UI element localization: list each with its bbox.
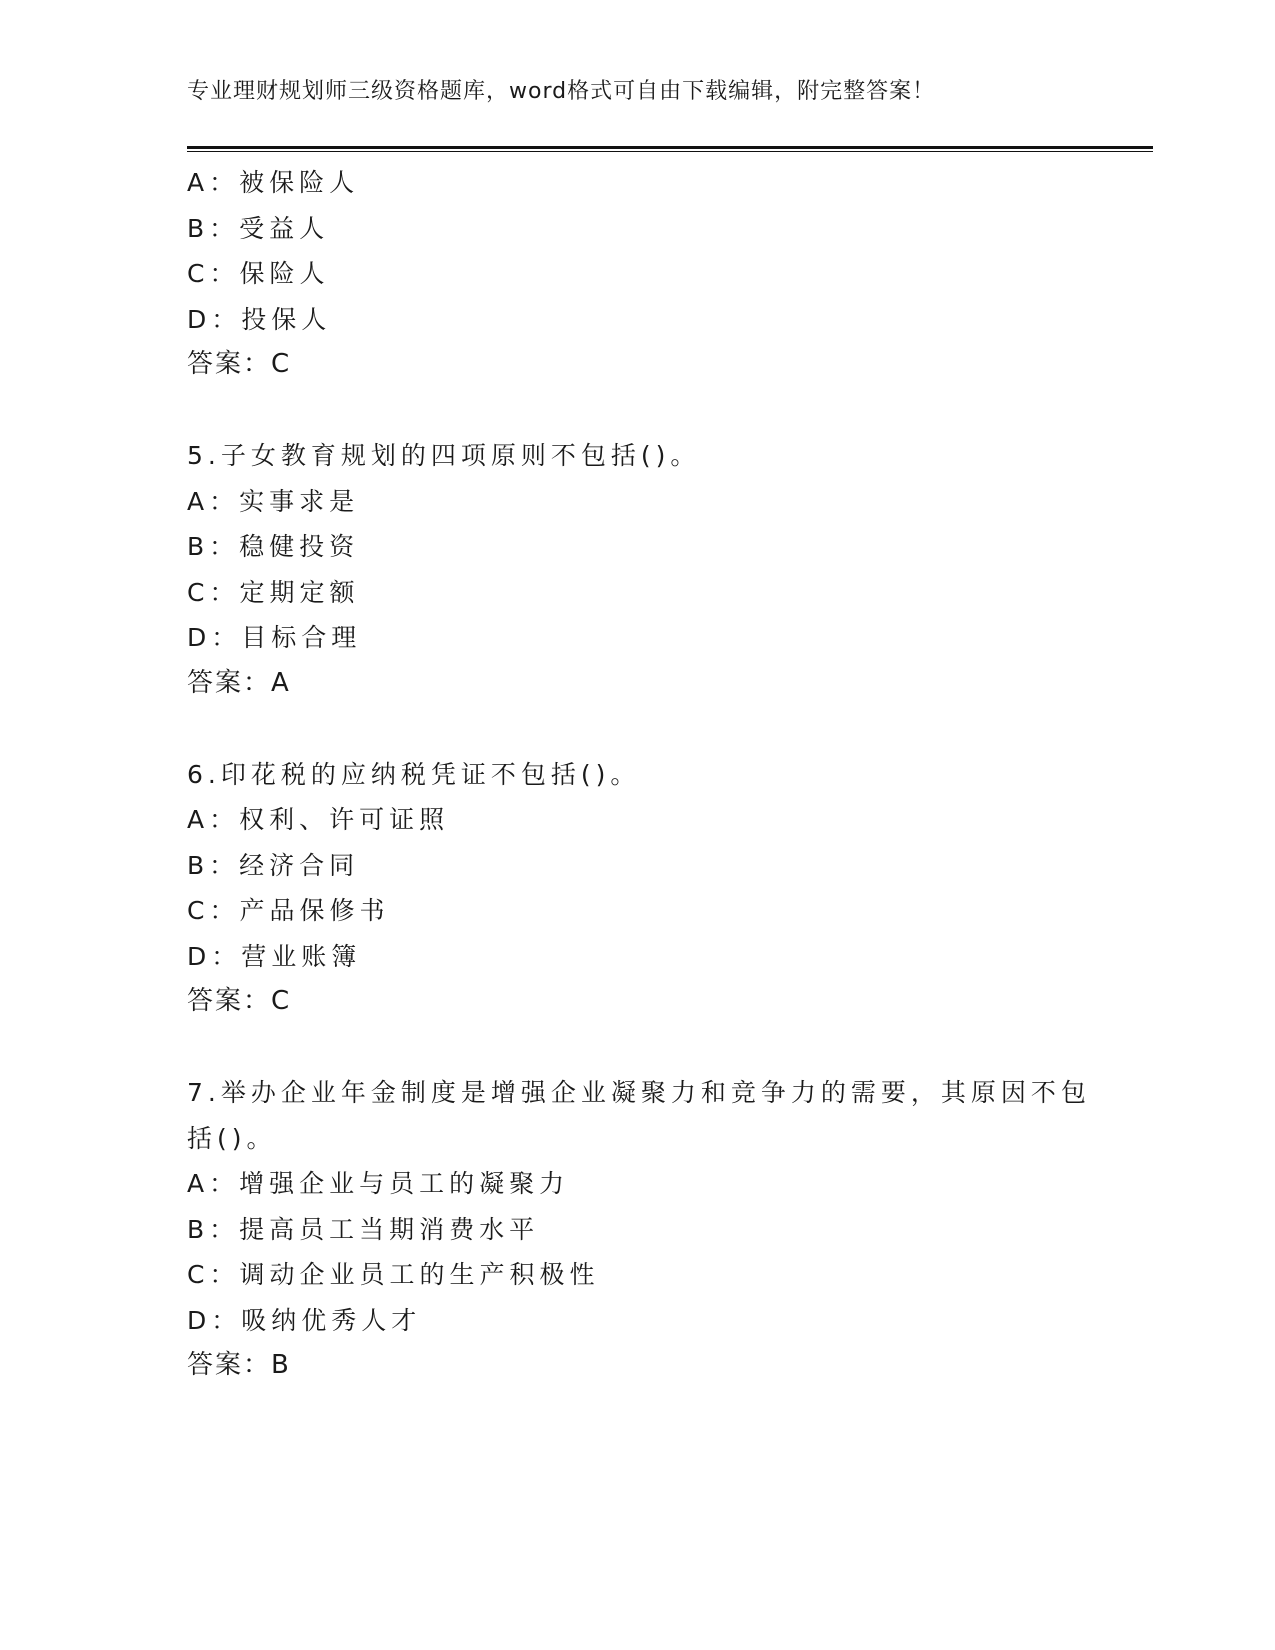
option-c: C：调动企业员工的生产积极性 xyxy=(187,1260,600,1289)
spacer xyxy=(187,706,1087,752)
option-b: B：稳健投资 xyxy=(187,532,360,561)
option-d: D：投保人 xyxy=(187,304,332,334)
option-b: B：提高员工当期消费水平 xyxy=(187,1214,540,1244)
question-block-5 xyxy=(187,433,1087,706)
question-stem: 5.子女教育规划的四项原则不包括()。 xyxy=(187,441,701,470)
answer-line: 答案：C xyxy=(187,349,292,379)
page-header: 专业理财规划师三级资格题库，word格式可自由下载编辑，附完整答案！ xyxy=(187,79,936,104)
answer-line: 答案：A xyxy=(187,667,291,698)
option-c: C：定期定额 xyxy=(187,577,360,607)
option-b: B：经济合同 xyxy=(187,850,360,880)
answer-line: 答案：C xyxy=(187,986,292,1016)
option-d: D：目标合理 xyxy=(187,623,362,652)
option-a: A：增强企业与员工的凝聚力 xyxy=(187,1169,570,1198)
question-block-4 xyxy=(187,160,1087,388)
answer-line: 答案：B xyxy=(187,1350,291,1380)
option-c: C：产品保修书 xyxy=(187,896,390,925)
question-list xyxy=(187,160,1091,1389)
question-block-6 xyxy=(187,752,1087,1025)
option-d: D：营业账簿 xyxy=(187,941,362,971)
option-a: A：实事求是 xyxy=(187,486,360,516)
option-d: D：吸纳优秀人才 xyxy=(187,1305,422,1335)
option-b: B：受益人 xyxy=(187,213,330,243)
option-a: A：被保险人 xyxy=(187,168,360,197)
question-block-7 xyxy=(187,1070,1091,1389)
spacer xyxy=(187,1025,1087,1071)
option-c: C：保险人 xyxy=(187,259,330,288)
header-divider xyxy=(187,146,1153,152)
question-stem: 6.印花税的应纳税凭证不包括()。 xyxy=(187,759,641,789)
option-a: A：权利、许可证照 xyxy=(187,805,450,834)
spacer xyxy=(187,388,1087,434)
question-stem-line-1: 7.举办企业年金制度是增强企业凝聚力和竞争力的需要，其原因不包 xyxy=(187,1078,1091,1107)
question-stem-line-2: 括()。 xyxy=(187,1123,277,1153)
